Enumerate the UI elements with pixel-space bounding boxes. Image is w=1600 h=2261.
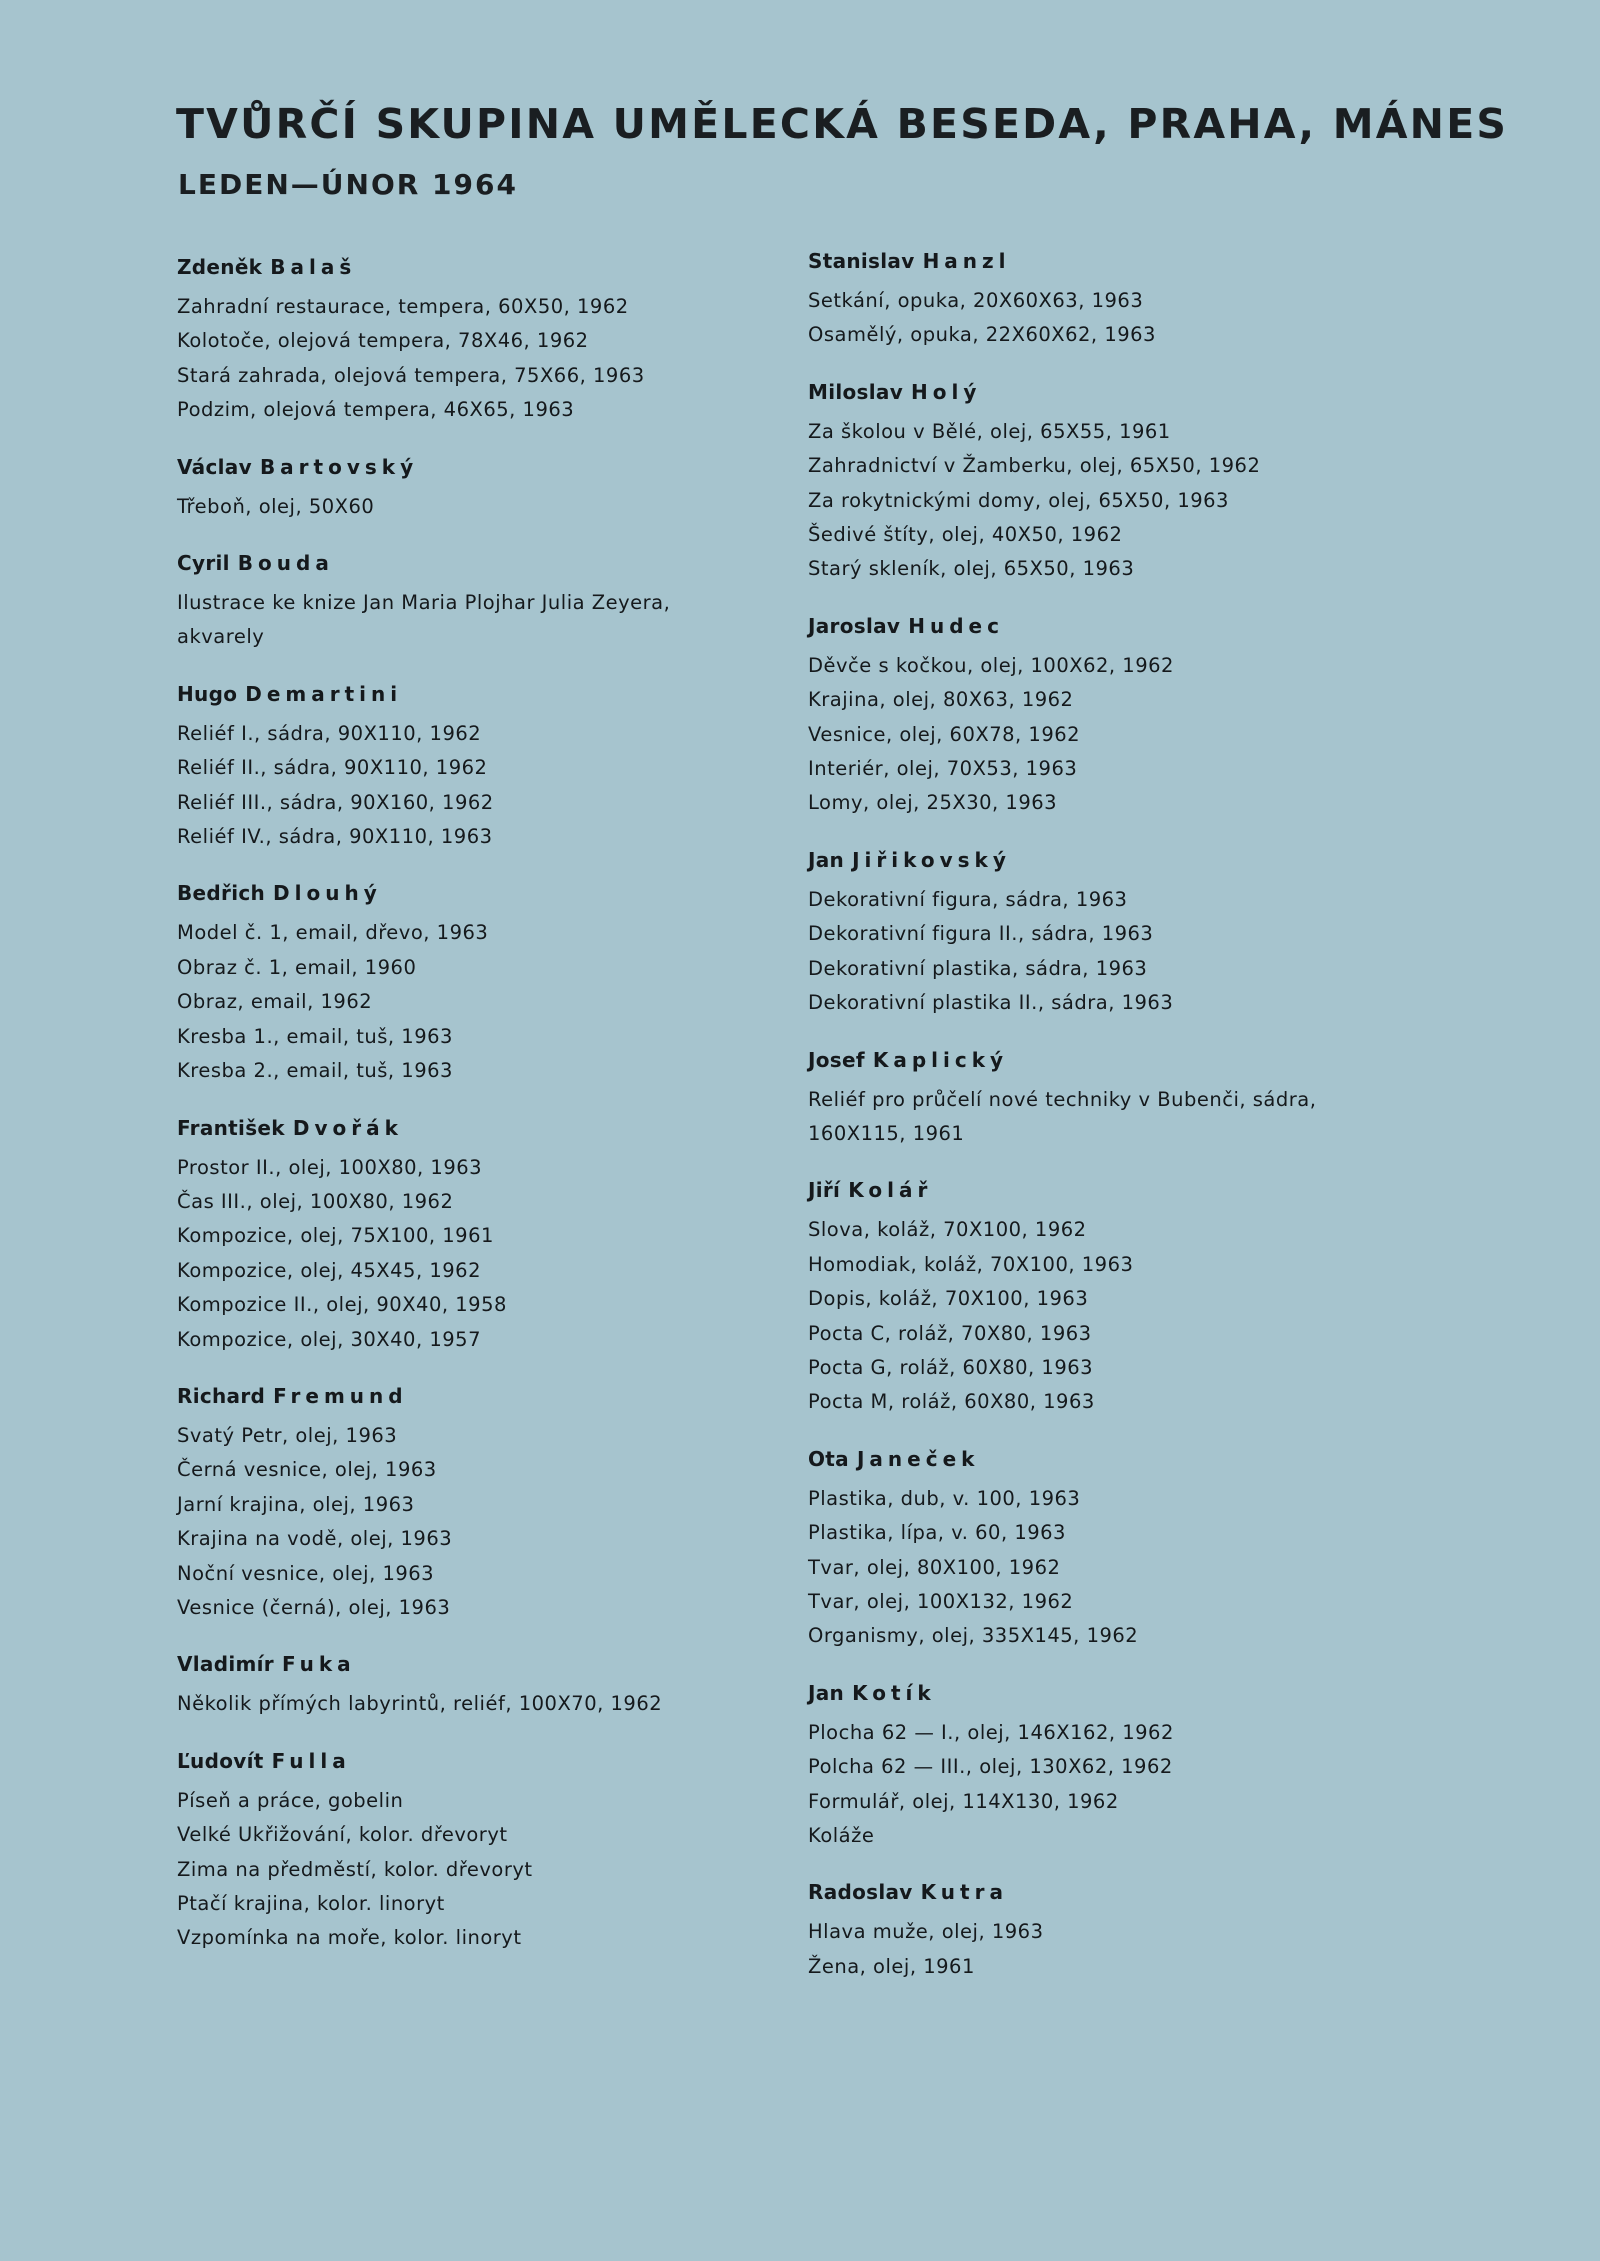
- artwork-item: Setkání, opuka, 20X60X63, 1963: [808, 289, 1144, 312]
- artwork-item: Píseň a práce, gobelin: [177, 1788, 404, 1812]
- artist-last-name: Jiřikovský: [852, 847, 1011, 872]
- artist-entry: [177, 250, 797, 428]
- artist-entry: [808, 1043, 1408, 1152]
- artist-last-name: Fulla: [271, 1748, 351, 1773]
- artist-entry: [177, 450, 797, 524]
- artwork-item: Starý skleník, olej, 65X50, 1963: [808, 557, 1135, 581]
- artwork-item: Reliéf IV., sádra, 90X110, 1963: [177, 825, 493, 849]
- artwork-item: Kresba 2., email, tuš, 1963: [177, 1059, 453, 1083]
- artwork-item: Za školou v Bělé, olej, 65X55, 1961: [808, 419, 1171, 443]
- artwork-item: Reliéf III., sádra, 90X160, 1962: [177, 790, 494, 814]
- artist-name: [177, 250, 797, 284]
- artwork-item: Koláže: [808, 1824, 875, 1847]
- artist-first-name: Radoslav: [808, 1880, 913, 1905]
- artist-last-name: Janeček: [856, 1446, 980, 1471]
- artist-name: [177, 1379, 797, 1413]
- artist-entry: [808, 1442, 1408, 1654]
- artwork-item: Svatý Petr, olej, 1963: [177, 1423, 398, 1447]
- artist-entry: [808, 244, 1408, 353]
- artist-last-name: Dlouhý: [273, 881, 382, 906]
- artist-entry: [177, 1379, 797, 1625]
- artwork-item: Homodiak, koláž, 70X100, 1963: [808, 1252, 1134, 1276]
- artwork-item: Šedivé štíty, olej, 40X50, 1962: [808, 523, 1123, 547]
- artwork-item: Vzpomínka na moře, kolor. linoryt: [177, 1926, 522, 1950]
- artist-first-name: Jaroslav: [808, 613, 901, 638]
- artist-name: [177, 1744, 797, 1778]
- artist-name: [808, 843, 1408, 877]
- artwork-item: Polcha 62 — III., olej, 130X62, 1962: [808, 1755, 1173, 1779]
- artist-name: [808, 1173, 1408, 1207]
- artwork-item: Reliéf I., sádra, 90X110, 1962: [177, 721, 482, 745]
- artwork-item: Interiér, olej, 70X53, 1963: [808, 757, 1078, 781]
- artwork-item: Prostor II., olej, 100X80, 1963: [177, 1155, 483, 1179]
- artwork-item: Reliéf pro průčelí nové techniky v Bubenči, sádra, 160X115, 1961: [808, 1087, 1317, 1145]
- artwork-item: Pocta C, roláž, 70X80, 1963: [808, 1321, 1092, 1345]
- artist-last-name: Balaš: [270, 255, 357, 279]
- artist-last-name: Kotík: [852, 1680, 936, 1705]
- artist-first-name: Cyril: [177, 551, 230, 576]
- artist-first-name: Jan: [808, 847, 845, 872]
- artwork-item: Kresba 1., email, tuš, 1963: [177, 1024, 453, 1048]
- artist-name: [177, 1111, 797, 1145]
- artist-first-name: Vladimír: [177, 1652, 274, 1677]
- artist-first-name: Zdeněk: [177, 255, 263, 279]
- artist-first-name: Hugo: [177, 681, 238, 706]
- artist-name: [808, 244, 1408, 278]
- artist-name: [177, 1647, 797, 1681]
- artist-last-name: Kolář: [848, 1178, 933, 1203]
- artwork-item: Ilustrace ke knize Jan Maria Plojhar Julia Zeyera, akvarely: [177, 591, 671, 649]
- artist-first-name: Jiří: [808, 1178, 841, 1203]
- artist-first-name: Ľudovít: [177, 1748, 264, 1773]
- artwork-item: Hlava muže, olej, 1963: [808, 1920, 1044, 1944]
- artist-first-name: Jan: [808, 1680, 845, 1705]
- artwork-item: Vesnice (černá), olej, 1963: [177, 1595, 451, 1619]
- artwork-item: Dekorativní figura II., sádra, 1963: [808, 922, 1154, 946]
- artwork-item: Formulář, olej, 114X130, 1962: [808, 1789, 1119, 1813]
- artwork-item: Plastika, lípa, v. 60, 1963: [808, 1521, 1066, 1545]
- artwork-item: Reliéf II., sádra, 90X110, 1962: [177, 756, 488, 780]
- artwork-item: Kompozice, olej, 75X100, 1961: [177, 1224, 494, 1248]
- artwork-item: Černá vesnice, olej, 1963: [177, 1458, 437, 1482]
- artist-name: [808, 375, 1408, 409]
- artwork-item: Osamělý, opuka, 22X60X62, 1963: [808, 323, 1156, 347]
- artist-entry: [808, 1173, 1408, 1419]
- artist-first-name: Miloslav: [808, 379, 904, 404]
- artist-name: [808, 1442, 1408, 1476]
- artwork-item: Organismy, olej, 335X145, 1962: [808, 1624, 1139, 1648]
- artwork-item: Ptačí krajina, kolor. linoryt: [177, 1892, 445, 1915]
- artist-name: [808, 1875, 1408, 1909]
- artist-last-name: Demartini: [245, 681, 403, 706]
- artist-entry: [808, 1875, 1408, 1984]
- artwork-item: Tvar, olej, 80X100, 1962: [808, 1555, 1061, 1579]
- artist-name: [177, 876, 797, 910]
- artwork-item: Žena, olej, 1961: [808, 1954, 975, 1978]
- artist-first-name: Richard: [177, 1383, 266, 1408]
- artwork-item: Několik přímých labyrintů, reliéf, 100X70, 1962: [177, 1692, 663, 1716]
- artwork-item: Tvar, olej, 100X132, 1962: [808, 1589, 1074, 1613]
- artwork-item: Čas III., olej, 100X80, 1962: [177, 1189, 454, 1213]
- artwork-item: Plastika, dub, v. 100, 1963: [808, 1486, 1081, 1510]
- artist-entry: [177, 876, 797, 1088]
- artist-name: [177, 677, 797, 711]
- artist-first-name: Stanislav: [808, 249, 915, 273]
- artwork-item: Zima na předměstí, kolor. dřevoryt: [177, 1857, 533, 1881]
- artist-entry: [808, 609, 1408, 821]
- artist-first-name: Václav: [177, 454, 252, 479]
- artist-entry: [808, 1676, 1408, 1854]
- artwork-item: Za rokytnickými domy, olej, 65X50, 1963: [808, 488, 1229, 512]
- artwork-item: Vesnice, olej, 60X78, 1962: [808, 722, 1081, 746]
- artist-first-name: Bedřich: [177, 881, 266, 906]
- artist-last-name: Hudec: [908, 613, 1004, 638]
- artist-last-name: Hanzl: [922, 249, 1011, 273]
- artwork-item: Krajina na vodě, olej, 1963: [177, 1527, 453, 1551]
- artist-name: [808, 1676, 1408, 1710]
- artwork-item: Kompozice II., olej, 90X40, 1958: [177, 1293, 507, 1317]
- page-subtitle: LEDEN—ÚNOR 1964: [178, 168, 518, 201]
- artwork-item: Děvče s kočkou, olej, 100X62, 1962: [808, 653, 1174, 677]
- artist-last-name: Fuka: [281, 1652, 356, 1677]
- artist-entry: [177, 1744, 797, 1956]
- artwork-item: Obraz, email, 1962: [177, 990, 373, 1014]
- page-title: TVŮRČÍ SKUPINA UMĚLECKÁ BESEDA, PRAHA, MÁNES: [176, 100, 1509, 148]
- artwork-item: Stará zahrada, olejová tempera, 75X66, 1963: [177, 363, 645, 387]
- artist-last-name: Fremund: [273, 1383, 408, 1408]
- artwork-item: Obraz č. 1, email, 1960: [177, 955, 417, 979]
- artwork-item: Velké Ukřižování, kolor. dřevoryt: [177, 1823, 508, 1847]
- artwork-item: Krajina, olej, 80X63, 1962: [808, 688, 1074, 712]
- artist-last-name: Bouda: [237, 551, 334, 576]
- artist-last-name: Holý: [911, 379, 982, 404]
- right-column: [808, 244, 1408, 2006]
- artwork-item: Pocta G, roláž, 60X80, 1963: [808, 1355, 1094, 1379]
- artist-entry: [177, 677, 797, 855]
- artwork-item: Model č. 1, email, dřevo, 1963: [177, 921, 489, 945]
- artwork-item: Kompozice, olej, 45X45, 1962: [177, 1258, 481, 1282]
- artist-first-name: František: [177, 1115, 285, 1140]
- artwork-item: Třeboň, olej, 50X60: [177, 494, 375, 518]
- artwork-item: Kolotoče, olejová tempera, 78X46, 1962: [177, 329, 589, 353]
- artist-name: [808, 1043, 1408, 1077]
- artist-first-name: Josef: [808, 1047, 865, 1072]
- artwork-item: Noční vesnice, olej, 1963: [177, 1561, 435, 1585]
- artist-last-name: Dvořák: [292, 1115, 403, 1140]
- artwork-item: Dekorativní figura, sádra, 1963: [808, 887, 1128, 911]
- artwork-item: Kompozice, olej, 30X40, 1957: [177, 1327, 481, 1351]
- artist-name: [177, 450, 797, 484]
- artwork-item: Dekorativní plastika II., sádra, 1963: [808, 991, 1174, 1015]
- artwork-item: Plocha 62 — I., olej, 146X162, 1962: [808, 1720, 1174, 1744]
- artist-name: [808, 609, 1408, 643]
- artist-entry: [177, 1111, 797, 1357]
- artwork-item: Zahradnictví v Žamberku, olej, 65X50, 1962: [808, 454, 1261, 478]
- artist-last-name: Bartovský: [259, 454, 419, 479]
- artwork-item: Dekorativní plastika, sádra, 1963: [808, 956, 1148, 980]
- artist-first-name: Ota: [808, 1446, 849, 1471]
- artist-last-name: Kutra: [920, 1880, 1008, 1905]
- artwork-item: Slova, koláž, 70X100, 1962: [808, 1218, 1087, 1242]
- artwork-item: Pocta M, roláž, 60X80, 1963: [808, 1390, 1095, 1414]
- artist-entry: [808, 375, 1408, 587]
- artwork-item: Podzim, olejová tempera, 46X65, 1963: [177, 398, 575, 422]
- artist-last-name: Kaplický: [872, 1047, 1009, 1072]
- artwork-item: Lomy, olej, 25X30, 1963: [808, 791, 1058, 815]
- artwork-item: Zahradní restaurace, tempera, 60X50, 1962: [177, 295, 629, 318]
- artist-entry: [177, 546, 797, 655]
- artwork-item: Dopis, koláž, 70X100, 1963: [808, 1287, 1089, 1311]
- artwork-item: Jarní krajina, olej, 1963: [177, 1492, 415, 1516]
- artist-name: [177, 546, 797, 580]
- artist-entry: [177, 1647, 797, 1721]
- artist-entry: [808, 843, 1408, 1021]
- left-column: [177, 250, 797, 1978]
